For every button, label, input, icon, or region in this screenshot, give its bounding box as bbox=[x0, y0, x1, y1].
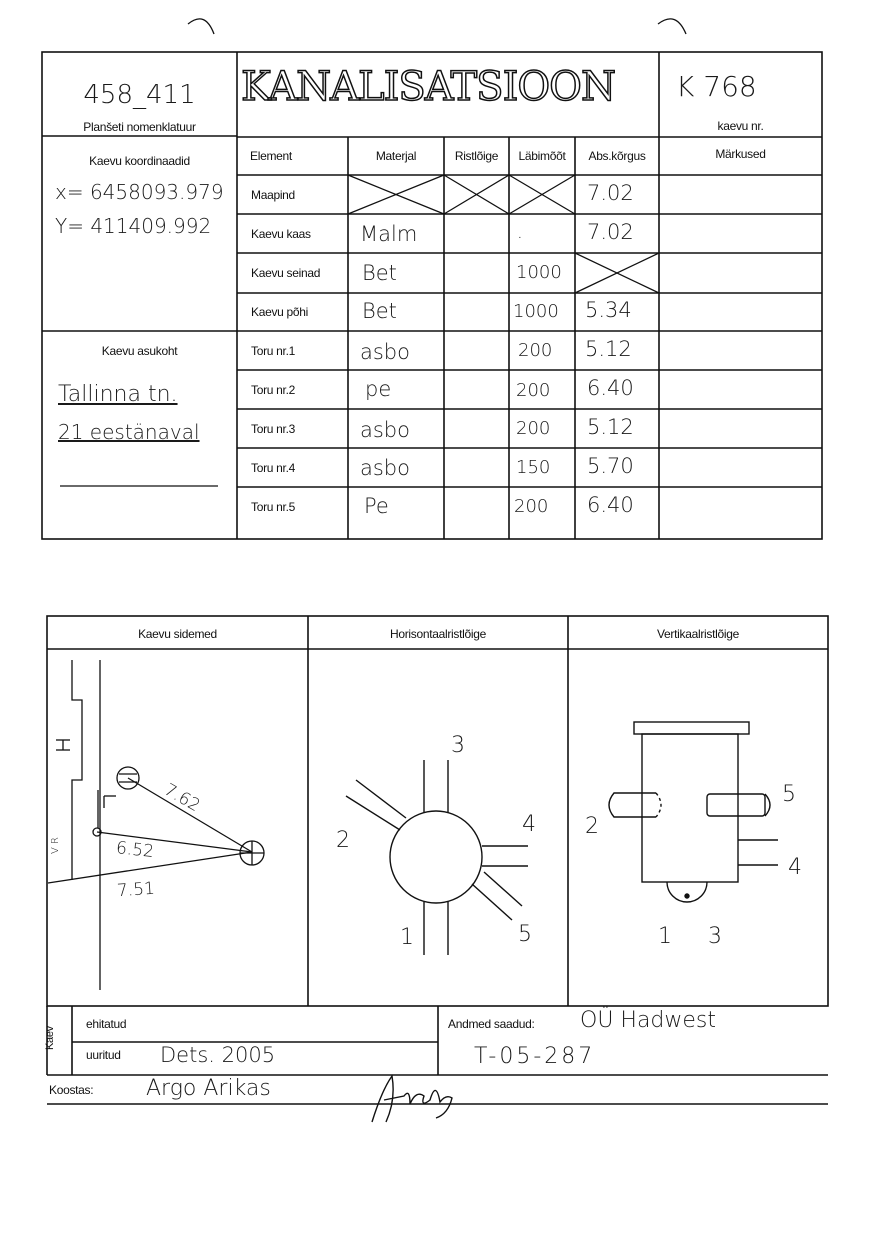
built-label: ehitatud bbox=[86, 1017, 127, 1031]
header-material: Materjal bbox=[375, 149, 417, 163]
horizontal-pipe-2: 2 bbox=[336, 828, 350, 853]
source-label: Andmed saadud: bbox=[448, 1017, 535, 1031]
location-label: Kaevu asukoht bbox=[101, 344, 178, 358]
vertical-section-sketch bbox=[609, 722, 778, 902]
row-element: Maapind bbox=[251, 188, 295, 202]
surveyed-label: uuritud bbox=[86, 1048, 121, 1062]
row-material: Malm bbox=[360, 222, 418, 246]
location-line1: Tallinna tn. bbox=[58, 382, 178, 407]
coord-y: Y= 411409.992 bbox=[55, 214, 212, 238]
surveyed-value: Dets. 2005 bbox=[160, 1043, 276, 1067]
row-element: Toru nr.4 bbox=[251, 461, 295, 475]
source-value: OÜ Hadwest bbox=[580, 1008, 717, 1033]
coord-x: x= 6458093.979 bbox=[55, 180, 224, 204]
location-line2: 21 eestänaval bbox=[58, 420, 200, 444]
horizontal-section-sketch bbox=[346, 760, 528, 955]
header-section: Ristlõige bbox=[454, 149, 499, 163]
row-material: Bet bbox=[362, 299, 397, 323]
coords-label: Kaevu koordinaadid bbox=[89, 154, 190, 168]
ties-sketch bbox=[48, 660, 264, 990]
horizontal-pipe-4: 4 bbox=[522, 812, 536, 837]
horizontal-pipe-5: 5 bbox=[518, 922, 532, 947]
row-element: Toru nr.2 bbox=[251, 383, 295, 397]
row-material: pe bbox=[365, 377, 392, 401]
row-diameter: 200 bbox=[516, 380, 551, 401]
ties-distance-1: 7.62 bbox=[160, 779, 204, 817]
row-height: 6.40 bbox=[587, 493, 634, 517]
row-material: Bet bbox=[362, 261, 397, 285]
ties-distance-3: 7.51 bbox=[116, 878, 156, 902]
row-element: Kaevu seinad bbox=[251, 266, 321, 280]
sketch-header-horizontal: Horisontaalristlõige bbox=[389, 627, 487, 641]
header-abs-height: Abs.kõrgus bbox=[588, 149, 646, 163]
row-height: 5.12 bbox=[587, 415, 634, 439]
row-element: Toru nr.1 bbox=[251, 344, 295, 358]
vertical-pipe-2: 2 bbox=[585, 814, 599, 839]
horizontal-pipe-3: 3 bbox=[451, 733, 465, 758]
row-height: 7.02 bbox=[587, 220, 634, 244]
row-material: asbo bbox=[360, 456, 410, 480]
punch-hole-right bbox=[658, 19, 686, 34]
row-diameter: 200 bbox=[516, 418, 551, 439]
vertical-pipe-4: 4 bbox=[788, 855, 802, 880]
horizontal-pipe-1: 1 bbox=[400, 925, 414, 950]
row-material: Pe bbox=[364, 494, 389, 518]
punch-hole-left bbox=[188, 19, 214, 34]
sketch-header-vertical: Vertikaalristlõige bbox=[657, 627, 739, 641]
vertical-pipe-3: 3 bbox=[708, 924, 722, 949]
row-element: Kaevu kaas bbox=[251, 227, 311, 241]
plan-label: Planšeti nomenklatuur bbox=[83, 120, 196, 134]
page-title: KANALISATSIOON bbox=[241, 64, 615, 110]
vertical-pipe-5: 5 bbox=[782, 782, 796, 807]
row-diameter: 200 bbox=[514, 496, 549, 517]
header-notes: Märkused bbox=[715, 147, 766, 161]
row-element: Toru nr.3 bbox=[251, 422, 295, 436]
row-material: asbo bbox=[360, 340, 410, 364]
ties-distance-2: 6.52 bbox=[115, 838, 155, 862]
header-element: Element bbox=[250, 149, 292, 163]
row-material: asbo bbox=[360, 418, 410, 442]
row-diameter: 1000 bbox=[516, 262, 562, 283]
row-diameter: 1000 bbox=[513, 301, 559, 322]
author-label: Koostas: bbox=[49, 1083, 94, 1097]
row-height: 6.40 bbox=[587, 376, 634, 400]
row-diameter: 150 bbox=[516, 457, 551, 478]
well-number: K 768 bbox=[676, 70, 757, 103]
row-element: Toru nr.5 bbox=[251, 500, 295, 514]
well-number-label: kaevu nr. bbox=[717, 119, 764, 133]
header-diameter: Läbimõõt bbox=[518, 149, 566, 163]
row-element: Kaevu põhi bbox=[251, 305, 309, 319]
row-diameter: . bbox=[517, 222, 523, 243]
row-height: 5.34 bbox=[585, 298, 632, 322]
plan-number: 458_411 bbox=[83, 80, 196, 110]
row-height: 7.02 bbox=[587, 181, 634, 205]
row-diameter: 200 bbox=[518, 340, 553, 361]
row-height: 5.70 bbox=[587, 454, 634, 478]
sketch-header-ties: Kaevu sidemed bbox=[138, 627, 217, 641]
footer-side-label: Kaev bbox=[44, 1026, 56, 1050]
author-name: Argo Arikas bbox=[146, 1076, 271, 1101]
ties-mark-vr: V R bbox=[49, 837, 61, 854]
row-height: 5.12 bbox=[585, 337, 632, 361]
job-number: T-05-287 bbox=[474, 1044, 596, 1069]
vertical-pipe-1: 1 bbox=[658, 924, 672, 949]
